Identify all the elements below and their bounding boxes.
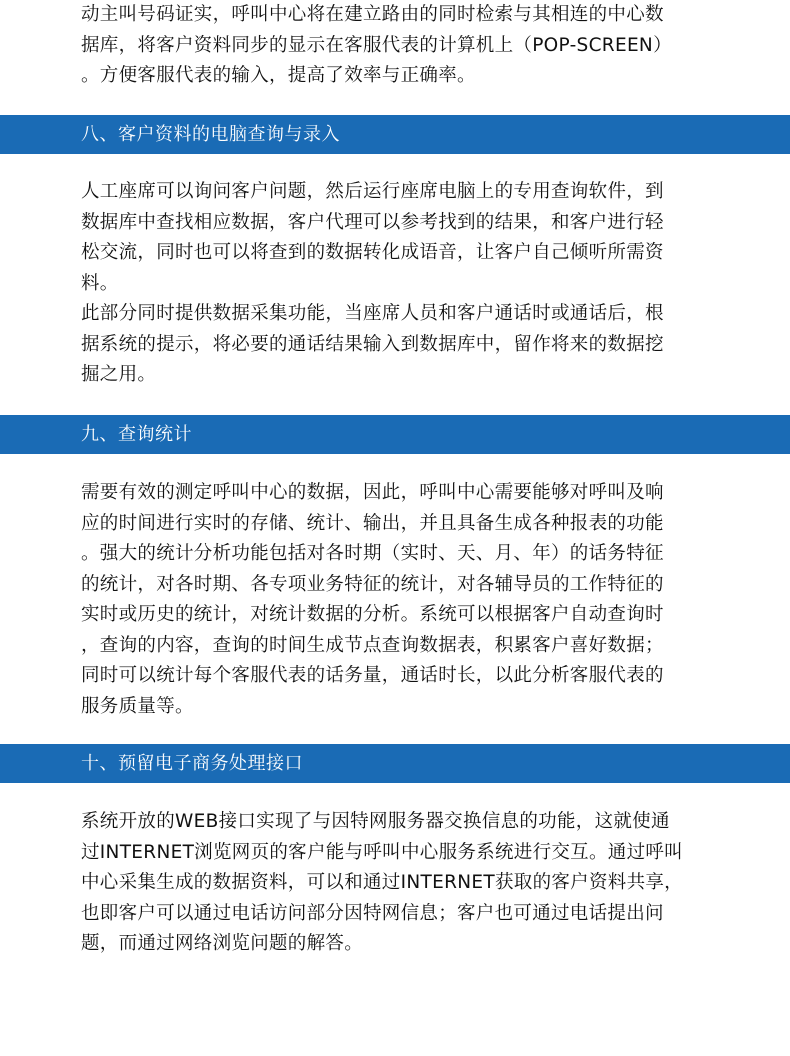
section-banner-8 — [0, 115, 790, 154]
section-banner-9 — [0, 415, 790, 454]
section-9-paragraph-1: 需要有效的测定呼叫中心的数据，因此，呼叫中心需要能够对呼叫及响 应的时间进行实时的存储、统计、输出，并且具备生成各种报表的功能 。强大的统计分析功能包括对各时期（实时、天、月、年）的话务特征 的统计，对各时期、各专项业务特征的统计，对各辅导员的工作特征的 实时或历史的统计，对统计数据的分析。系统可以根据客户自动查询时 ，查询的内容，查询的时间生成节点查询数据表，积累客户喜好数据； 同时可以统计每个客服代表的话务量，通话时长，以此分析客服代表的 服务质量等。 — [81, 482, 664, 717]
section-banner-10 — [0, 744, 790, 783]
intro-paragraph: 动主叫号码证实，呼叫中心将在建立路由的同时检索与其相连的中心数 据库，将客户资料同步的显示在客服代表的计算机上（POP-SCREEN） 。方便客服代表的输入，提高了效率与正确率。 — [81, 4, 672, 86]
section-10-paragraph-1: 系统开放的WEB接口实现了与因特网服务器交换信息的功能，这就使通 过INTERNET浏览网页的客户能与呼叫中心服务系统进行交互。通过呼叫 中心采集生成的数据资料，可以和通过INTERNET获取的客户资料共享， 也即客户可以通过电话访问部分因特网信息；客户也可通过电话提出问 题，而通过网络浏览问题的解答。 — [81, 811, 683, 954]
section-title-9: 九、查询统计 — [81, 424, 192, 445]
section-8-paragraph-2: 此部分同时提供数据采集功能，当座席人员和客户通话时或通话后，根 据系统的提示，将必要的通话结果输入到数据库中，留作将来的数据挖 掘之用。 — [81, 303, 664, 385]
section-title-8: 八、客户资料的电脑查询与录入 — [81, 124, 340, 145]
section-title-10: 十、预留电子商务处理接口 — [81, 753, 303, 774]
section-8-paragraph-1: 人工座席可以询问客户问题，然后运行座席电脑上的专用查询软件，到 数据库中查找相应数据，客户代理可以参考找到的结果，和客户进行轻 松交流，同时也可以将查到的数据转化成语音，让客户自己倾听所需资 料。 — [81, 181, 664, 294]
